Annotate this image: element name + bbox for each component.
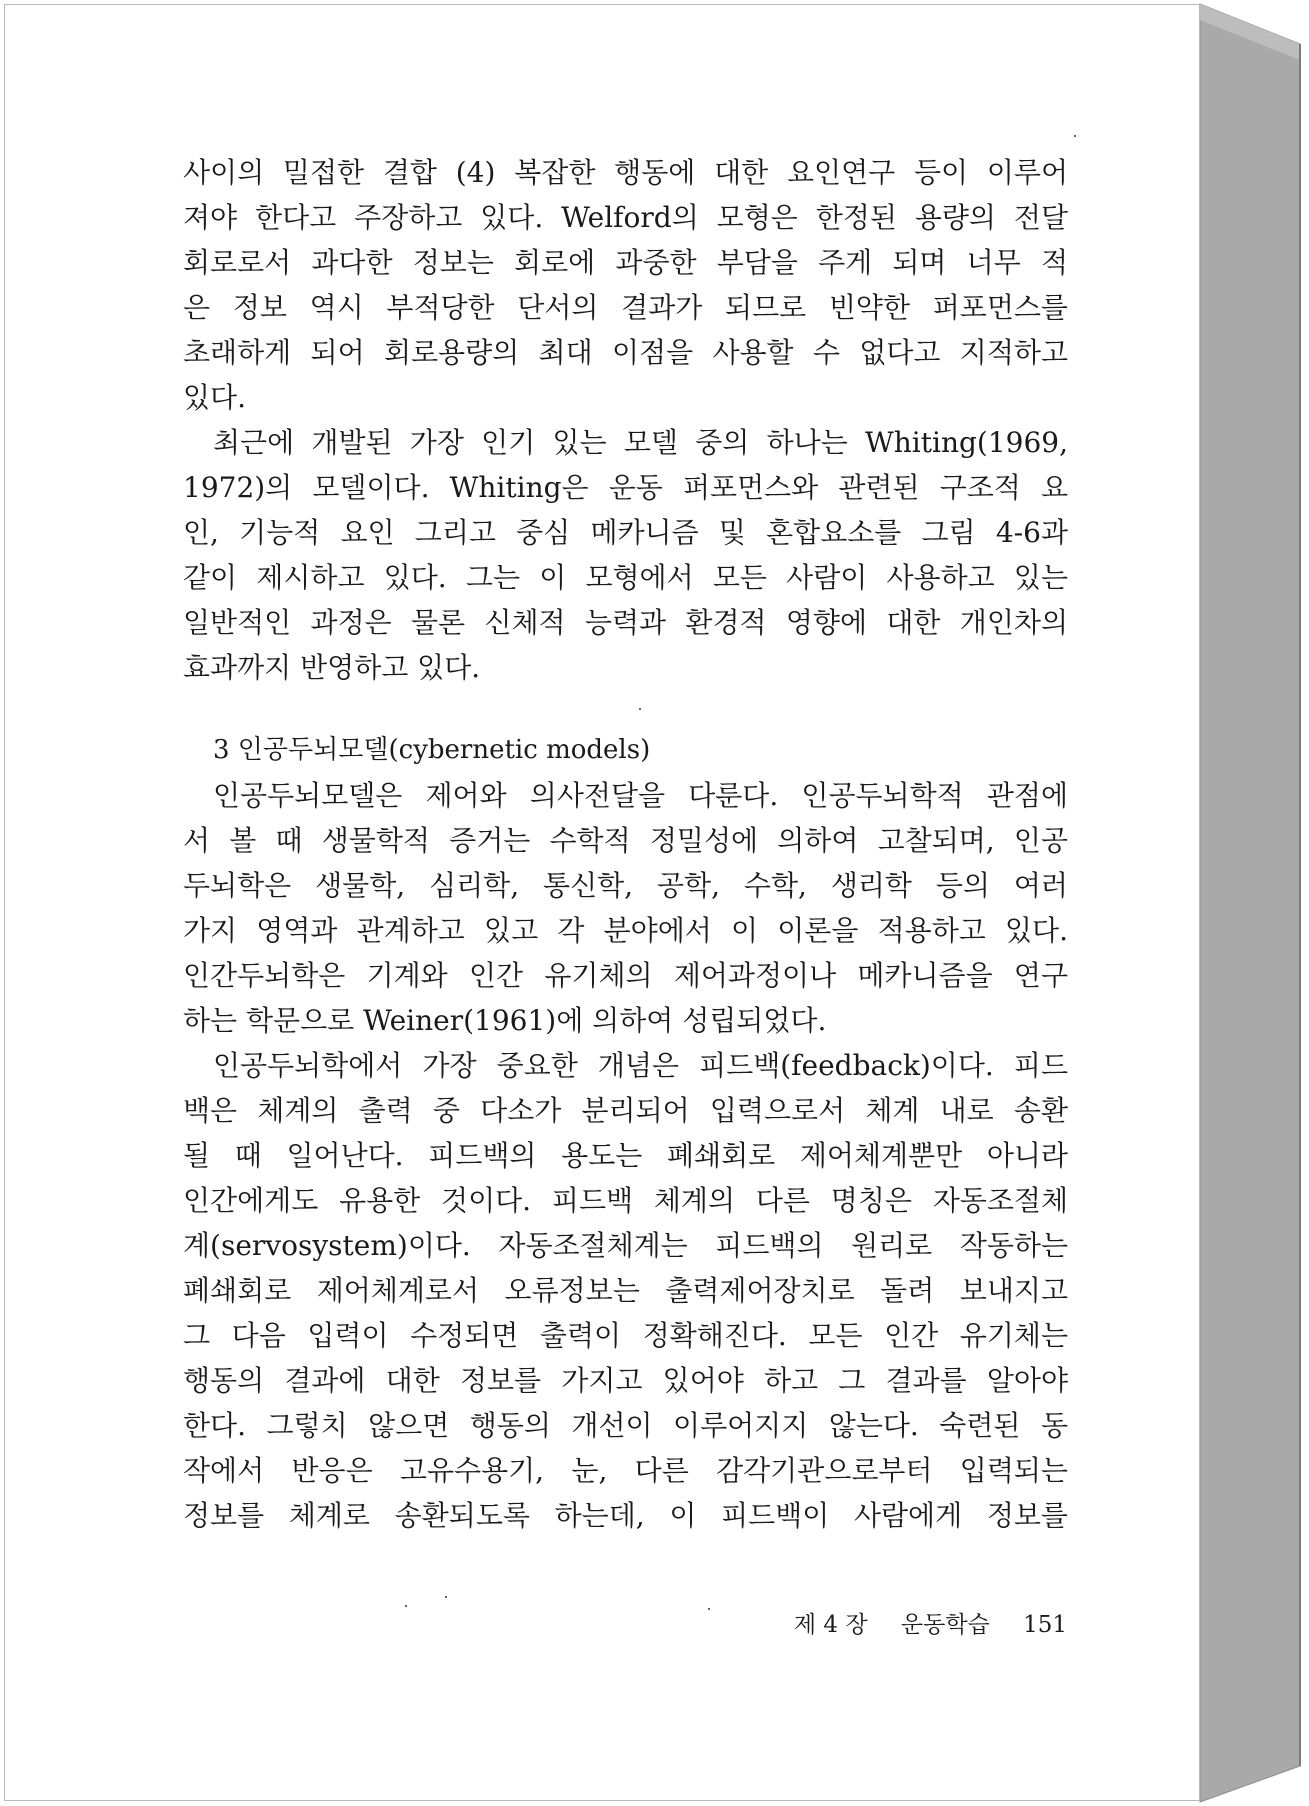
text-line: 회로로서 과다한 정보는 회로에 과중한 부담을 주게 되며 너무 적	[183, 246, 1068, 279]
scan-speck	[405, 1605, 407, 1607]
text-line: 하는 학문으로 Weiner(1961)에 의하여 성립되었다.	[183, 1004, 827, 1037]
text-line: 한다. 그렇치 않으면 행동의 개선이 이루어지지 않는다. 숙련된 동	[183, 1409, 1068, 1442]
paragraph-1	[183, 150, 1068, 420]
text-line: 초래하게 되어 회로용량의 최대 이점을 사용할 수 없다고 지적하고	[183, 336, 1068, 369]
text-line: 계(servosystem)이다. 자동조절체계는 피드백의 원리로 작동하는	[183, 1229, 1068, 1262]
text-line: 인, 기능적 요인 그리고 중심 메카니즘 및 혼합요소를 그림 4-6과	[183, 516, 1068, 549]
scan-speck	[1074, 135, 1076, 137]
text-line: 사이의 밀접한 결합 (4) 복잡한 행동에 대한 요인연구 등이 이루어	[183, 156, 1068, 189]
body-text	[183, 150, 1068, 1538]
text-line: 서 볼 때 생물학적 증거는 수학적 정밀성에 의하여 고찰되며, 인공	[183, 824, 1068, 857]
text-line: 두뇌학은 생물학, 심리학, 통신학, 공학, 수학, 생리학 등의 여러	[183, 869, 1068, 902]
section-gap	[183, 690, 1068, 728]
footer-title: 운동학습	[900, 1612, 990, 1638]
page-footer	[794, 1606, 1067, 1639]
text-line: 백은 체계의 출력 중 다소가 분리되어 입력으로서 체계 내로 송환	[183, 1094, 1068, 1127]
text-line: 같이 제시하고 있다. 그는 이 모형에서 모든 사람이 사용하고 있는	[183, 561, 1068, 594]
text-line: 효과까지 반영하고 있다.	[183, 651, 481, 684]
section-heading: 3 인공두뇌모델(cybernetic models)	[213, 735, 651, 765]
scan-speck	[708, 1608, 710, 1610]
text-line: 있다.	[183, 381, 246, 414]
scan-speck	[445, 1596, 447, 1598]
text-line: 최근에 개발된 가장 인기 있는 모델 중의 하나는 Whiting(1969,	[213, 426, 1068, 459]
text-line: 행동의 결과에 대한 정보를 가지고 있어야 하고 그 결과를 알아야	[183, 1364, 1068, 1397]
text-line: 폐쇄회로 제어체계로서 오류정보는 출력제어장치로 돌려 보내지고	[183, 1274, 1068, 1307]
text-line: 정보를 체계로 송환되도록 하는데, 이 피드백이 사람에게 정보를	[183, 1499, 1068, 1532]
paragraph-3	[183, 773, 1068, 1043]
text-line: 그 다음 입력이 수정되면 출력이 정확해진다. 모든 인간 유기체는	[183, 1319, 1068, 1352]
footer-chapter: 제 4 장	[793, 1612, 868, 1638]
text-line: 져야 한다고 주장하고 있다. Welford의 모형은 한정된 용량의 전달	[183, 201, 1068, 234]
text-line: 인공두뇌모델은 제어와 의사전달을 다룬다. 인공두뇌학적 관점에	[213, 779, 1068, 812]
text-line: 일반적인 과정은 물론 신체적 능력과 환경적 영향에 대한 개인차의	[183, 606, 1068, 639]
paragraph-4	[183, 1043, 1068, 1538]
text-line: 인공두뇌학에서 가장 중요한 개념은 피드백(feedback)이다. 피드	[213, 1049, 1068, 1082]
text-line: 인간에게도 유용한 것이다. 피드백 체계의 다른 명칭은 자동조절체	[183, 1184, 1068, 1217]
page-number: 151	[1023, 1612, 1067, 1638]
paragraph-2	[183, 420, 1068, 690]
text-line: 1972)의 모델이다. Whiting은 운동 퍼포먼스와 관련된 구조적 요	[183, 471, 1068, 504]
text-line: 가지 영역과 관계하고 있고 각 분야에서 이 이론을 적용하고 있다.	[183, 914, 1068, 947]
text-line: 은 정보 역시 부적당한 단서의 결과가 되므로 빈약한 퍼포먼스를	[183, 291, 1068, 324]
text-line: 인간두뇌학은 기계와 인간 유기체의 제어과정이나 메카니즘을 연구	[183, 959, 1068, 992]
text-line: 될 때 일어난다. 피드백의 용도는 폐쇄회로 제어체계뿐만 아니라	[183, 1139, 1068, 1172]
text-line: 작에서 반응은 고유수용기, 눈, 다른 감각기관으로부터 입력되는	[183, 1454, 1068, 1487]
